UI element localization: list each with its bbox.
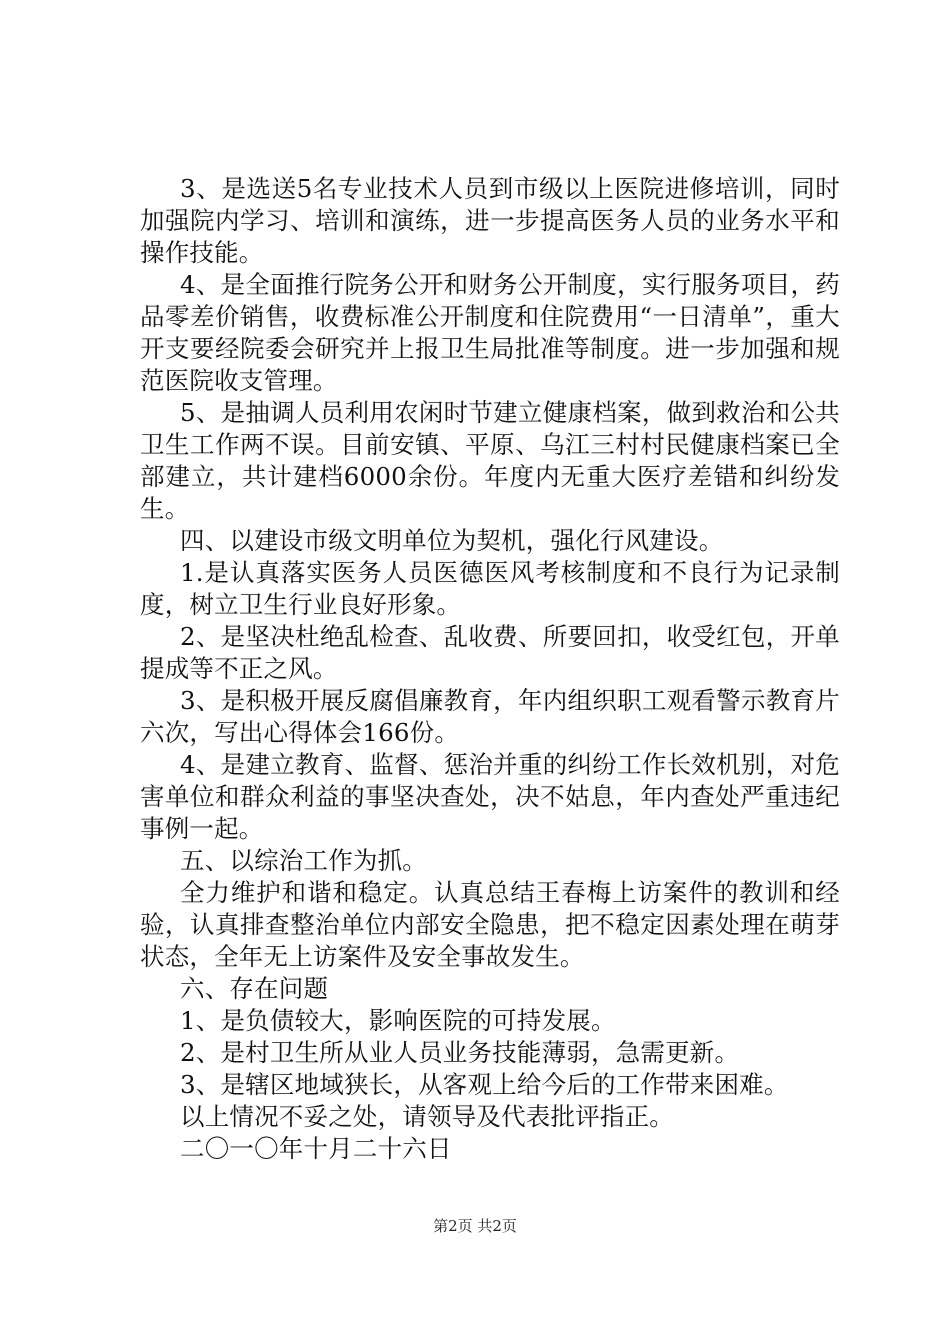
- paragraph: 2、是村卫生所从业人员业务技能薄弱，急需更新。: [180, 1038, 740, 1067]
- paragraph: 4、是建立教育、监督、惩治并重的纠纷工作长效机别，对危害单位和群众利益的事坚决查处，决不姑息，年内查处严重违纪事例一起。: [140, 750, 840, 843]
- paragraph: 3、是积极开展反腐倡廉教育，年内组织职工观看警示教育片六次，写出心得体会166份。: [140, 686, 840, 747]
- closing-remark: 以上情况不妥之处，请领导及代表批评指正。: [180, 1102, 674, 1131]
- paragraph: 4、是全面推行院务公开和财务公开制度，实行服务项目，药品零差价销售，收费标准公开制度和住院费用“一日清单”，重大开支要经院委会研究并上报卫生局批准等制度。进一步加强和规范医院收支管理。: [140, 270, 840, 395]
- paragraph: 3、是辖区地域狭长，从客观上给今后的工作带来困难。: [180, 1070, 789, 1099]
- paragraph: 2、是坚决杜绝乱检查、乱收费、所要回扣，收受红包，开单提成等不正之风。: [140, 622, 840, 683]
- page-number: 第2页 共2页: [433, 1217, 517, 1235]
- section-heading: 五、以综治工作为抓。: [180, 846, 427, 875]
- paragraph: 5、是抽调人员利用农闲时节建立健康档案，做到救治和公共卫生工作两不误。目前安镇、平原、乌江三村村民健康档案已全部建立，共计建档6000余份。年度内无重大医疗差错和纠纷发生。: [140, 398, 840, 523]
- paragraph: 全力维护和谐和稳定。认真总结王春梅上访案件的教训和经验，认真排查整治单位内部安全隐患，把不稳定因素处理在萌芽状态，全年无上访案件及安全事故发生。: [140, 878, 840, 971]
- document-body: [140, 173, 840, 1165]
- paragraph: 3、是选送5名专业技术人员到市级以上医院进修培训，同时加强院内学习、培训和演练，进一步提高医务人员的业务水平和操作技能。: [140, 174, 840, 267]
- paragraph: 1、是负债较大，影响医院的可持发展。: [180, 1006, 616, 1035]
- section-heading: 六、存在问题: [180, 974, 329, 1003]
- section-heading: 四、以建设市级文明单位为契机，强化行风建设。: [180, 526, 724, 555]
- page-footer: [0, 1216, 950, 1236]
- document-date: 二〇一〇年十月二十六日: [180, 1134, 452, 1163]
- paragraph: 1.是认真落实医务人员医德医风考核制度和不良行为记录制度，树立卫生行业良好形象。: [140, 558, 840, 619]
